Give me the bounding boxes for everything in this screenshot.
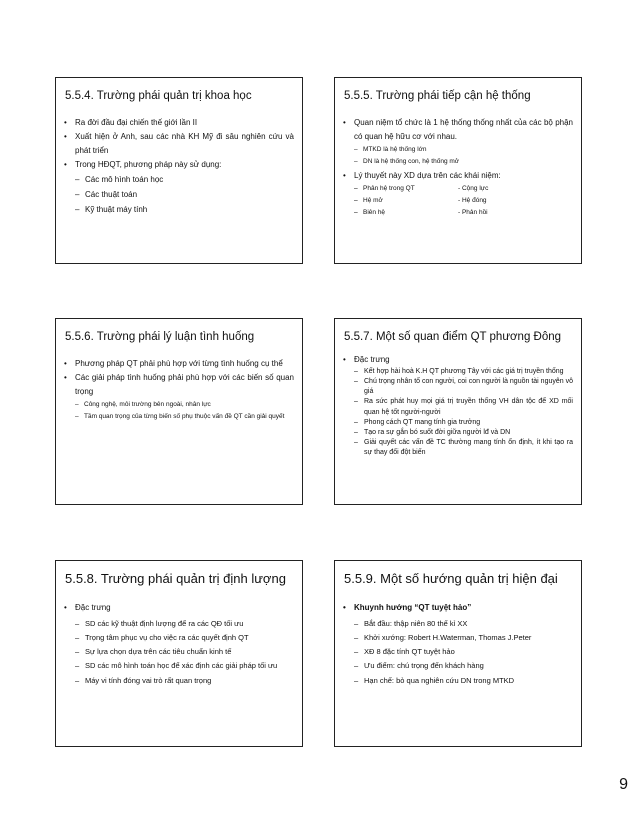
concept-pair [343,207,573,219]
slide-quan-diem-phuong-dong [334,318,582,505]
sub-bullet: – Chú trọng nhân tố con người, coi con người là nguồn tài nguyên vô giá [343,377,573,397]
slide-body [64,599,294,688]
slide-title: 5.5.4. Trường phái quản trị khoa học [65,90,252,102]
sub-bullet: – SD các kỹ thuật định lượng để ra các QĐ tối ưu [64,617,294,631]
concept-pair [343,183,573,195]
slide-title: 5.5.7. Một số quan điểm QT phương Đông [344,331,562,343]
sub-bullet: – Tạo ra sự gắn bó suốt đời giữa người lđ và DN [343,428,573,438]
sub-bullet: – Tầm quan trọng của từng biến số phụ thuộc vấn đề QT cần giải quyết [64,411,294,422]
slide-quan-tri-khoa-hoc [55,77,303,264]
slide-body [343,116,573,220]
concept-right: - Hệ đóng [458,197,487,205]
sub-bullet: – DN là hệ thống con, hệ thống mở [343,156,573,168]
concept-right: - Cộng lực [458,184,489,192]
bullet: • Xuất hiện ở Anh, sau các nhà KH Mỹ đi sâu nghiên cứu và phát triển [64,130,294,158]
sub-bullet: – Ưu điểm: chú trọng đến khách hàng [343,659,573,673]
slide-title: 5.5.5. Trường phái tiếp cận hệ thống [344,90,531,102]
bullet: • Các giải pháp tình huống phải phù hợp với các biến số quan trọng [64,371,294,399]
slide-title: 5.5.6. Trường phái lý luận tình huống [65,331,255,343]
bullet: • Khuynh hướng “QT tuyệt hảo” [343,599,573,617]
sub-bullet: – Khởi xướng: Robert H.Waterman, Thomas J.Peter [343,631,573,645]
page-number: 9 [619,776,628,793]
slide-body [343,353,573,458]
slide-body [64,357,294,422]
sub-bullet: – Trọng tâm phục vụ cho việc ra các quyết định QT [64,631,294,645]
slide-title: 5.5.9. Một số hướng quản trị hiện đại [344,571,558,586]
sub-bullet: – Máy vi tính đóng vai trò rất quan trọng [64,674,294,688]
sub-bullet: – Phong cách QT mang tính gia trưởng [343,418,573,428]
concept-left: – – Hệ mở [354,195,458,207]
sub-bullet: – Công nghệ, môi trường bên ngoài, nhân lực [64,399,294,411]
sub-bullet: – Kỹ thuật máy tính [64,202,294,217]
bullet: • Lý thuyết này XD dựa trên các khái niệm: [343,169,573,183]
sub-bullet: – Kết hợp hài hoà K.H QT phương Tây với các giá trị truyền thống [343,367,573,377]
slide-body [64,116,294,218]
concept-right: - Phản hồi [458,209,488,217]
slide-quan-tri-dinh-luong [55,560,303,747]
concept-pair [343,195,573,207]
bullet: • Phương pháp QT phải phù hợp với từng tình huống cụ thể [64,357,294,371]
bullet: • Đặc trưng [343,353,573,367]
sub-bullet: – Các thuật toán [64,187,294,202]
concept-left: – – Biên hệ [354,207,458,219]
sub-bullet: – Sự lựa chọn dựa trên các tiêu chuẩn kinh tế [64,645,294,659]
sub-bullet: – Hạn chế: bỏ qua nghiên cứu DN trong MTKD [343,674,573,688]
slide-body [343,599,573,688]
sub-bullet: – SD các mô hình toán học để xác định các giải pháp tối ưu [64,659,294,673]
bullet: • Quan niệm tổ chức là 1 hệ thống thống nhất của các bộ phận có quan hệ hữu cơ với nhau. [343,116,573,144]
slide-tiep-can-he-thong [334,77,582,264]
slide-quan-tri-hien-dai [334,560,582,747]
sub-bullet: – Các mô hình toán học [64,172,294,187]
concept-left: – – Phân hệ trong QT [354,183,458,195]
sub-bullet: – MTKD là hệ thống lớn [343,144,573,156]
sub-bullet: – XĐ 8 đặc tính QT tuyệt hảo [343,645,573,659]
sub-bullet: – Ra sức phát huy mọi giá trị truyền thống VH dân tộc để XD mối quan hệ tốt người-người [343,397,573,417]
bullet: • Ra đời đầu đại chiến thế giới lần II [64,116,294,130]
sub-bullet: – Bắt đầu: thập niên 80 thế kỉ XX [343,617,573,631]
bullet: • Đặc trưng [64,599,294,617]
sub-bullet: – Giải quyết các vấn đề TC thường mang tính ổn định, ít khi tạo ra sự thay đổi đột biến [343,438,573,458]
slide-ly-luan-tinh-huong [55,318,303,505]
bullet: • Trong HĐQT, phương pháp này sử dụng: [64,158,294,172]
slide-title: 5.5.8. Trường phái quản trị định lượng [65,571,286,586]
